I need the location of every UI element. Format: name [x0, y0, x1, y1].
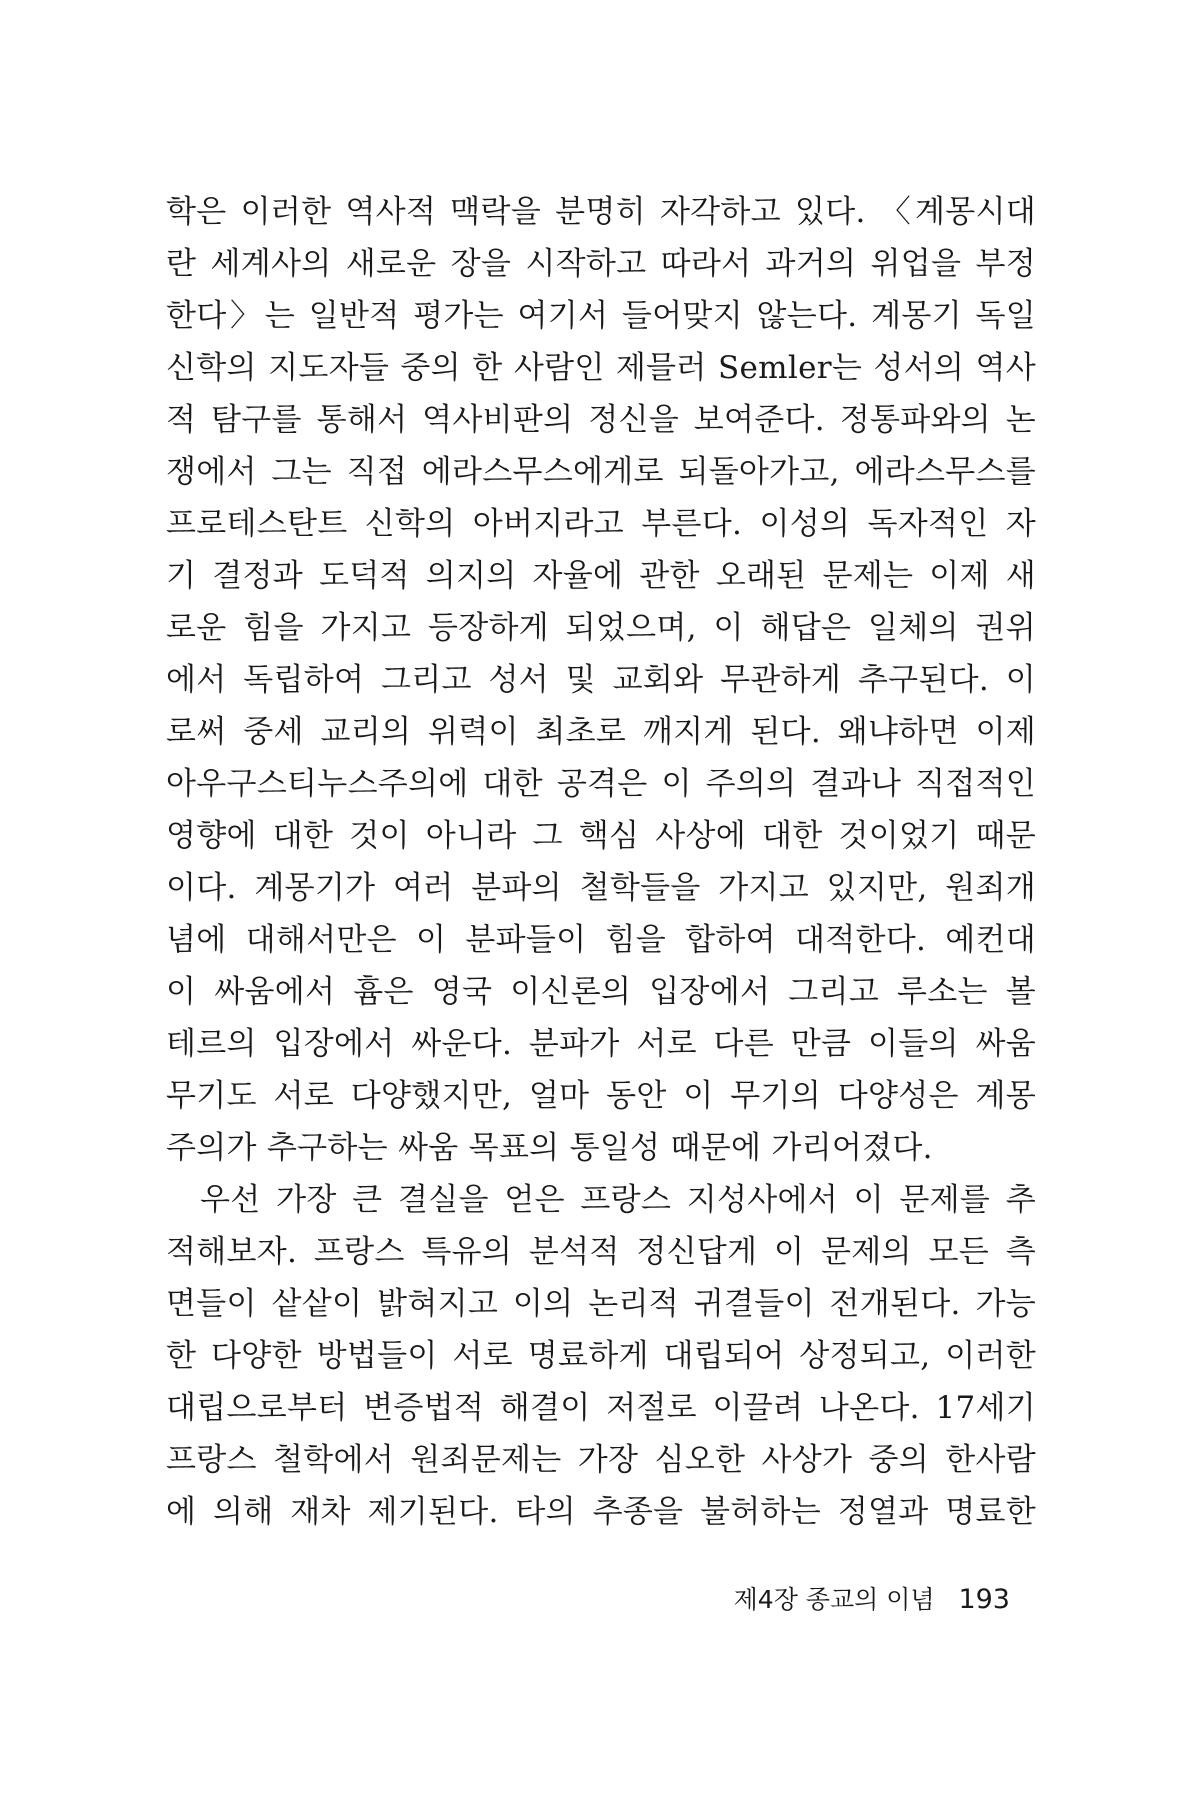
text-line: 주의가 추구하는 싸움 목표의 통일성 때문에 가리어졌다.: [166, 1130, 933, 1166]
text-line: 한다〉는 일반적 평가는 여기서 들어맞지 않는다. 계몽기 독일: [166, 298, 1036, 334]
page-number: 193: [958, 1584, 1010, 1615]
text-line: 대립으로부터 변증법적 해결이 저절로 이끌려 나온다. 17세기: [166, 1390, 1036, 1426]
text-line: 아우구스티누스주의에 대한 공격은 이 주의의 결과나 직접적인: [166, 766, 1036, 802]
text-line: 학은 이러한 역사적 맥락을 분명히 자각하고 있다. 〈계몽시대: [166, 194, 1036, 230]
text-line: 무기도 서로 다양했지만, 얼마 동안 이 무기의 다양성은 계몽: [166, 1078, 1036, 1114]
running-footer-chapter: 제4장 종교의 이념: [733, 1585, 935, 1614]
text-line: 이다. 계몽기가 여러 분파의 철학들을 가지고 있지만, 원죄개: [166, 870, 1036, 906]
text-line: 에서 독립하여 그리고 성서 및 교회와 무관하게 추구된다. 이: [166, 662, 1036, 698]
text-line: 념에 대해서만은 이 분파들이 힘을 합하여 대적한다. 예컨대: [166, 922, 1036, 958]
paragraph-2: [166, 1174, 1036, 1538]
text-line: 로운 힘을 가지고 등장하게 되었으며, 이 해답은 일체의 권위: [166, 610, 1036, 646]
text-line: 한 다양한 방법들이 서로 명료하게 대립되어 상정되고, 이러한: [166, 1338, 1036, 1374]
text-line: 이 싸움에서 흄은 영국 이신론의 입장에서 그리고 루소는 볼: [166, 974, 1036, 1010]
text-line: 로써 중세 교리의 위력이 최초로 깨지게 된다. 왜냐하면 이제: [166, 714, 1036, 750]
text-line: 면들이 샅샅이 밝혀지고 이의 논리적 귀결들이 전개된다. 가능: [166, 1286, 1036, 1322]
paragraph-1: [166, 186, 1036, 1174]
text-line: 우선 가장 큰 결실을 얻은 프랑스 지성사에서 이 문제를 추: [200, 1182, 1036, 1218]
text-line: 기 결정과 도덕적 의지의 자율에 관한 오래된 문제는 이제 새: [166, 558, 1036, 594]
body-text: [166, 186, 1036, 1538]
page-footer: [734, 1580, 1010, 1620]
text-line: 란 세계사의 새로운 장을 시작하고 따라서 과거의 위업을 부정: [166, 246, 1036, 282]
text-line: 프로테스탄트 신학의 아버지라고 부른다. 이성의 독자적인 자: [166, 506, 1036, 542]
text-line: 에 의해 재차 제기된다. 타의 추종을 불허하는 정열과 명료한: [166, 1494, 1036, 1530]
text-line: 쟁에서 그는 직접 에라스무스에게로 되돌아가고, 에라스무스를: [166, 454, 1036, 490]
text-line: 프랑스 철학에서 원죄문제는 가장 심오한 사상가 중의 한사람: [166, 1442, 1036, 1478]
text-line: 영향에 대한 것이 아니라 그 핵심 사상에 대한 것이었기 때문: [166, 818, 1036, 854]
text-line: 적해보자. 프랑스 특유의 분석적 정신답게 이 문제의 모든 측: [166, 1234, 1036, 1270]
text-line: 테르의 입장에서 싸운다. 분파가 서로 다른 만큼 이들의 싸움: [166, 1026, 1036, 1062]
text-line: 적 탐구를 통해서 역사비판의 정신을 보여준다. 정통파와의 논: [166, 402, 1036, 438]
text-line: 신학의 지도자들 중의 한 사람인 제믈러 Semler는 성서의 역사: [166, 350, 1036, 386]
